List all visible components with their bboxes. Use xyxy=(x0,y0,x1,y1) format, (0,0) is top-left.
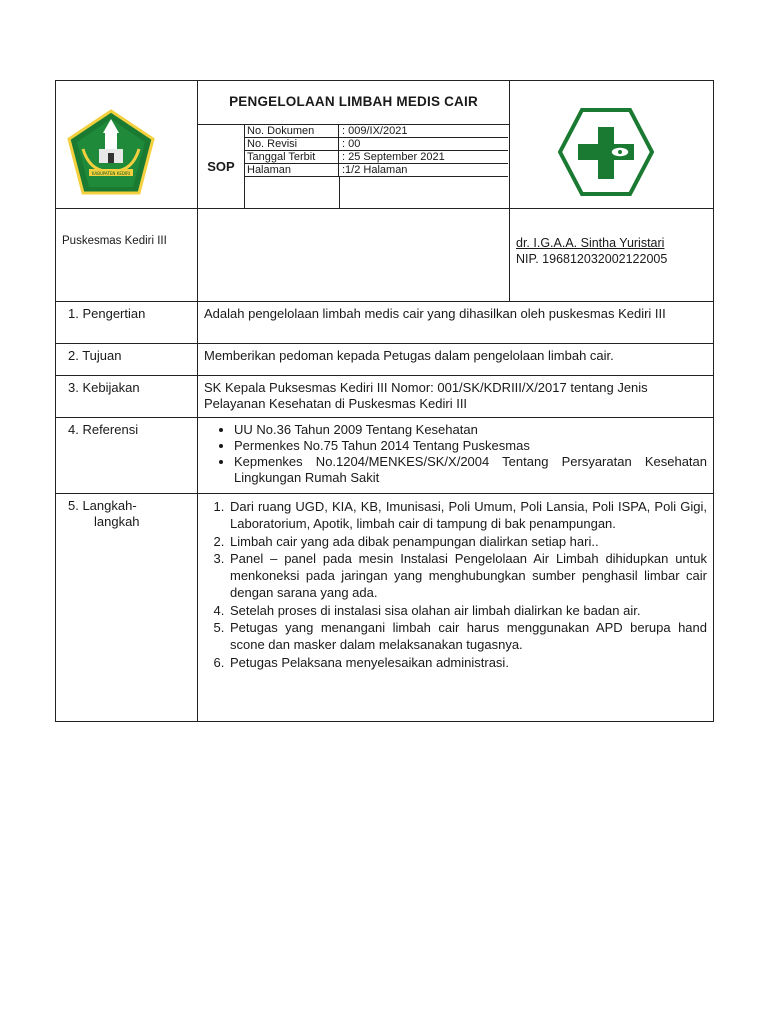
pengertian-row xyxy=(56,302,714,344)
meta-value: : 25 September 2021 xyxy=(339,151,509,164)
document-meta-table xyxy=(244,125,508,177)
meta-row xyxy=(244,138,508,151)
meta-key: Halaman xyxy=(244,164,339,177)
meta-value: : 009/IX/2021 xyxy=(339,125,509,138)
list-item: 6. Petugas Pelaksana menyelesaikan administrasi. xyxy=(228,654,707,671)
kebijakan-row xyxy=(56,376,714,418)
header-row xyxy=(56,81,714,209)
meta-key: No. Dokumen xyxy=(244,125,339,138)
meta-value: : 00 xyxy=(339,138,509,151)
section-text: Adalah pengelolaan limbah medis cair yang dihasilkan oleh puskesmas Kediri III xyxy=(198,302,714,344)
tujuan-row xyxy=(56,344,714,376)
langkah-row xyxy=(56,494,714,722)
right-logo-cell xyxy=(510,81,714,209)
institution-name: Puskesmas Kediri III xyxy=(56,209,198,302)
meta-value: :1/2 Halaman xyxy=(339,164,509,177)
label-line: langkah xyxy=(94,514,140,529)
section-text: Memberikan pedoman kepada Petugas dalam pengelolaan limbah cair. xyxy=(198,344,714,376)
section-text: SK Kepala Puksesmas Kediri III Nomor: 001/SK/KDRIII/X/2017 tentang Jenis Pelayanan Kesehatan di Puskesmas Kediri III xyxy=(198,376,714,418)
section-label: 4. Referensi xyxy=(56,418,198,494)
meta-row xyxy=(244,164,508,177)
reference-list xyxy=(204,422,707,486)
list-item: • UU No.36 Tahun 2009 Tentang Kesehatan xyxy=(234,422,707,438)
section-label: 3. Kebijakan xyxy=(56,376,198,418)
meta-key: No. Revisi xyxy=(244,138,339,151)
meta-row xyxy=(244,125,508,138)
sop-table xyxy=(55,80,714,722)
signatory-cell xyxy=(510,209,714,302)
list-item: 3. Panel – panel pada mesin Instalasi Pengelolaan Air Limbah dihidupkan untuk menkoneksi pada jaringan yang menghubungkan sumber penghasil limbar cair dengan sarana yang ada. xyxy=(228,550,707,602)
meta-key: Tanggal Terbit xyxy=(244,151,339,164)
title-cell xyxy=(198,81,510,209)
signatory-name: dr. I.G.A.A. Sintha Yuristari xyxy=(516,236,665,250)
list-item: 2. Limbah cair yang ada dibak penampungan dialirkan setiap hari.. xyxy=(228,533,707,550)
sop-document xyxy=(55,80,713,722)
meta-row xyxy=(244,151,508,164)
meta-divider xyxy=(244,177,340,208)
section-label: 1. Pengertian xyxy=(56,302,198,344)
section-label xyxy=(56,494,198,722)
list-item: 1. Dari ruang UGD, KIA, KB, Imunisasi, Poli Umum, Poli Lansia, Poli ISPA, Poli Gigi, Laboratorium, Apotik, limbah cair di tampung di bak penampungan. xyxy=(228,498,707,533)
emblem-caption: KABUPATEN KEDIRI xyxy=(91,171,131,176)
list-item: 5. Petugas yang menangani limbah cair harus menggunakan APD berupa hand scone dan masker dalam melaksanakan tugasnya. xyxy=(228,619,707,654)
blank-cell xyxy=(198,209,510,302)
section-label: 2. Tujuan xyxy=(56,344,198,376)
list-item: • Kepmenkes No.1204/MENKES/SK/X/2004 Tentang Persyaratan Kesehatan Lingkungan Rumah Sakit xyxy=(234,454,707,486)
step-list xyxy=(204,498,707,671)
sop-label: SOP xyxy=(198,125,245,208)
label-line: 5. Langkah- xyxy=(68,498,137,513)
section-content xyxy=(198,494,714,722)
institution-row xyxy=(56,209,714,302)
list-item: • Permenkes No.75 Tahun 2014 Tentang Puskesmas xyxy=(234,438,707,454)
section-content xyxy=(198,418,714,494)
referensi-row xyxy=(56,418,714,494)
document-title: PENGELOLAAN LIMBAH MEDIS CAIR xyxy=(229,94,478,109)
left-logo-cell xyxy=(56,81,198,209)
list-item: 4. Setelah proses di instalasi sisa olahan air limbah dialirkan ke badan air. xyxy=(228,602,707,619)
signatory-nip: NIP. 196812032002122005 xyxy=(516,252,668,266)
kabupaten-kediri-emblem-icon xyxy=(65,109,157,197)
sop-block xyxy=(198,124,509,208)
puskesmas-hexagon-cross-icon xyxy=(558,107,654,197)
